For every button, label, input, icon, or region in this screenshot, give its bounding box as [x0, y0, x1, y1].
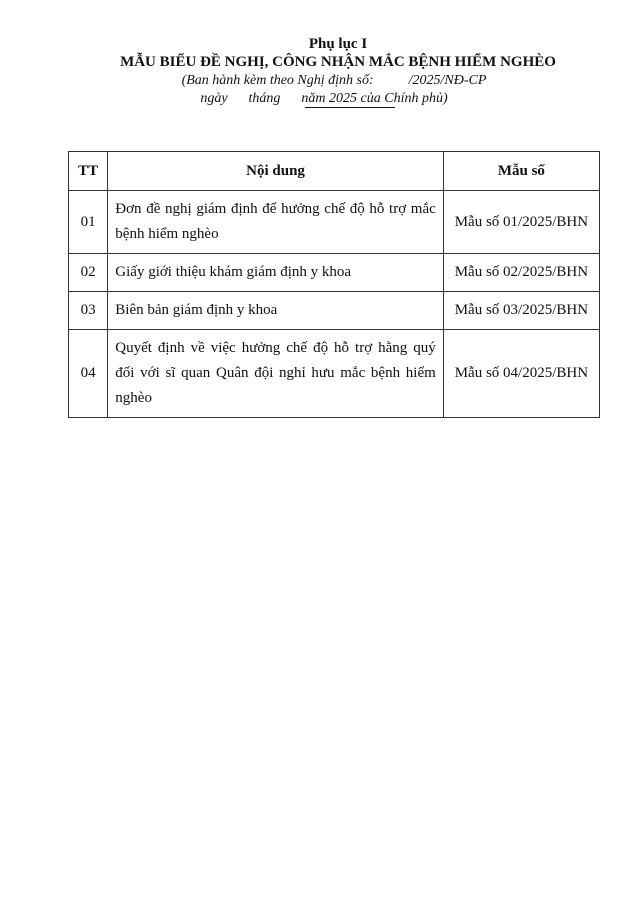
- appendix-label: Phụ lục I: [308, 36, 368, 52]
- forms-table: [68, 151, 600, 418]
- row-content: Quyết định về việc hưởng chế độ hỗ trợ hằng quý đối với sĩ quan Quân đội nghỉ hưu mắc bệnh hiểm nghèo: [108, 330, 444, 418]
- row-content: Đơn đề nghị giám định để hưởng chế độ hỗ trợ mắc bệnh hiểm nghèo: [108, 191, 444, 254]
- row-form-number: Mẫu số 01/2025/BHN: [443, 191, 599, 254]
- table-header-row: [69, 152, 600, 191]
- table-row: [69, 254, 600, 292]
- row-number: 03: [69, 292, 108, 330]
- row-form-number: Mẫu số 04/2025/BHN: [443, 330, 599, 418]
- decree-reference-line: (Ban hành kèm theo Nghị định số: /2025/NĐ-CP: [181, 73, 487, 88]
- column-header-content: Nội dung: [108, 152, 444, 191]
- row-number: 04: [69, 330, 108, 418]
- row-content: Giấy giới thiệu khám giám định y khoa: [108, 254, 444, 292]
- table-row: [69, 191, 600, 254]
- table-row: [69, 330, 600, 418]
- row-number: 02: [69, 254, 108, 292]
- decree-date-line: ngày tháng năm 2025 của Chính phủ): [200, 91, 448, 106]
- table-row: [69, 292, 600, 330]
- row-number: 01: [69, 191, 108, 254]
- column-header-form: Mẫu số: [443, 152, 599, 191]
- document-title: MẪU BIỂU ĐỀ NGHỊ, CÔNG NHẬN MẮC BỆNH HIỂM NGHÈO: [120, 54, 556, 70]
- column-header-tt: TT: [69, 152, 108, 191]
- document-header: [0, 35, 640, 108]
- row-content: Biên bản giám định y khoa: [108, 292, 444, 330]
- row-form-number: Mẫu số 02/2025/BHN: [443, 254, 599, 292]
- row-form-number: Mẫu số 03/2025/BHN: [443, 292, 599, 330]
- header-underline: [305, 107, 395, 108]
